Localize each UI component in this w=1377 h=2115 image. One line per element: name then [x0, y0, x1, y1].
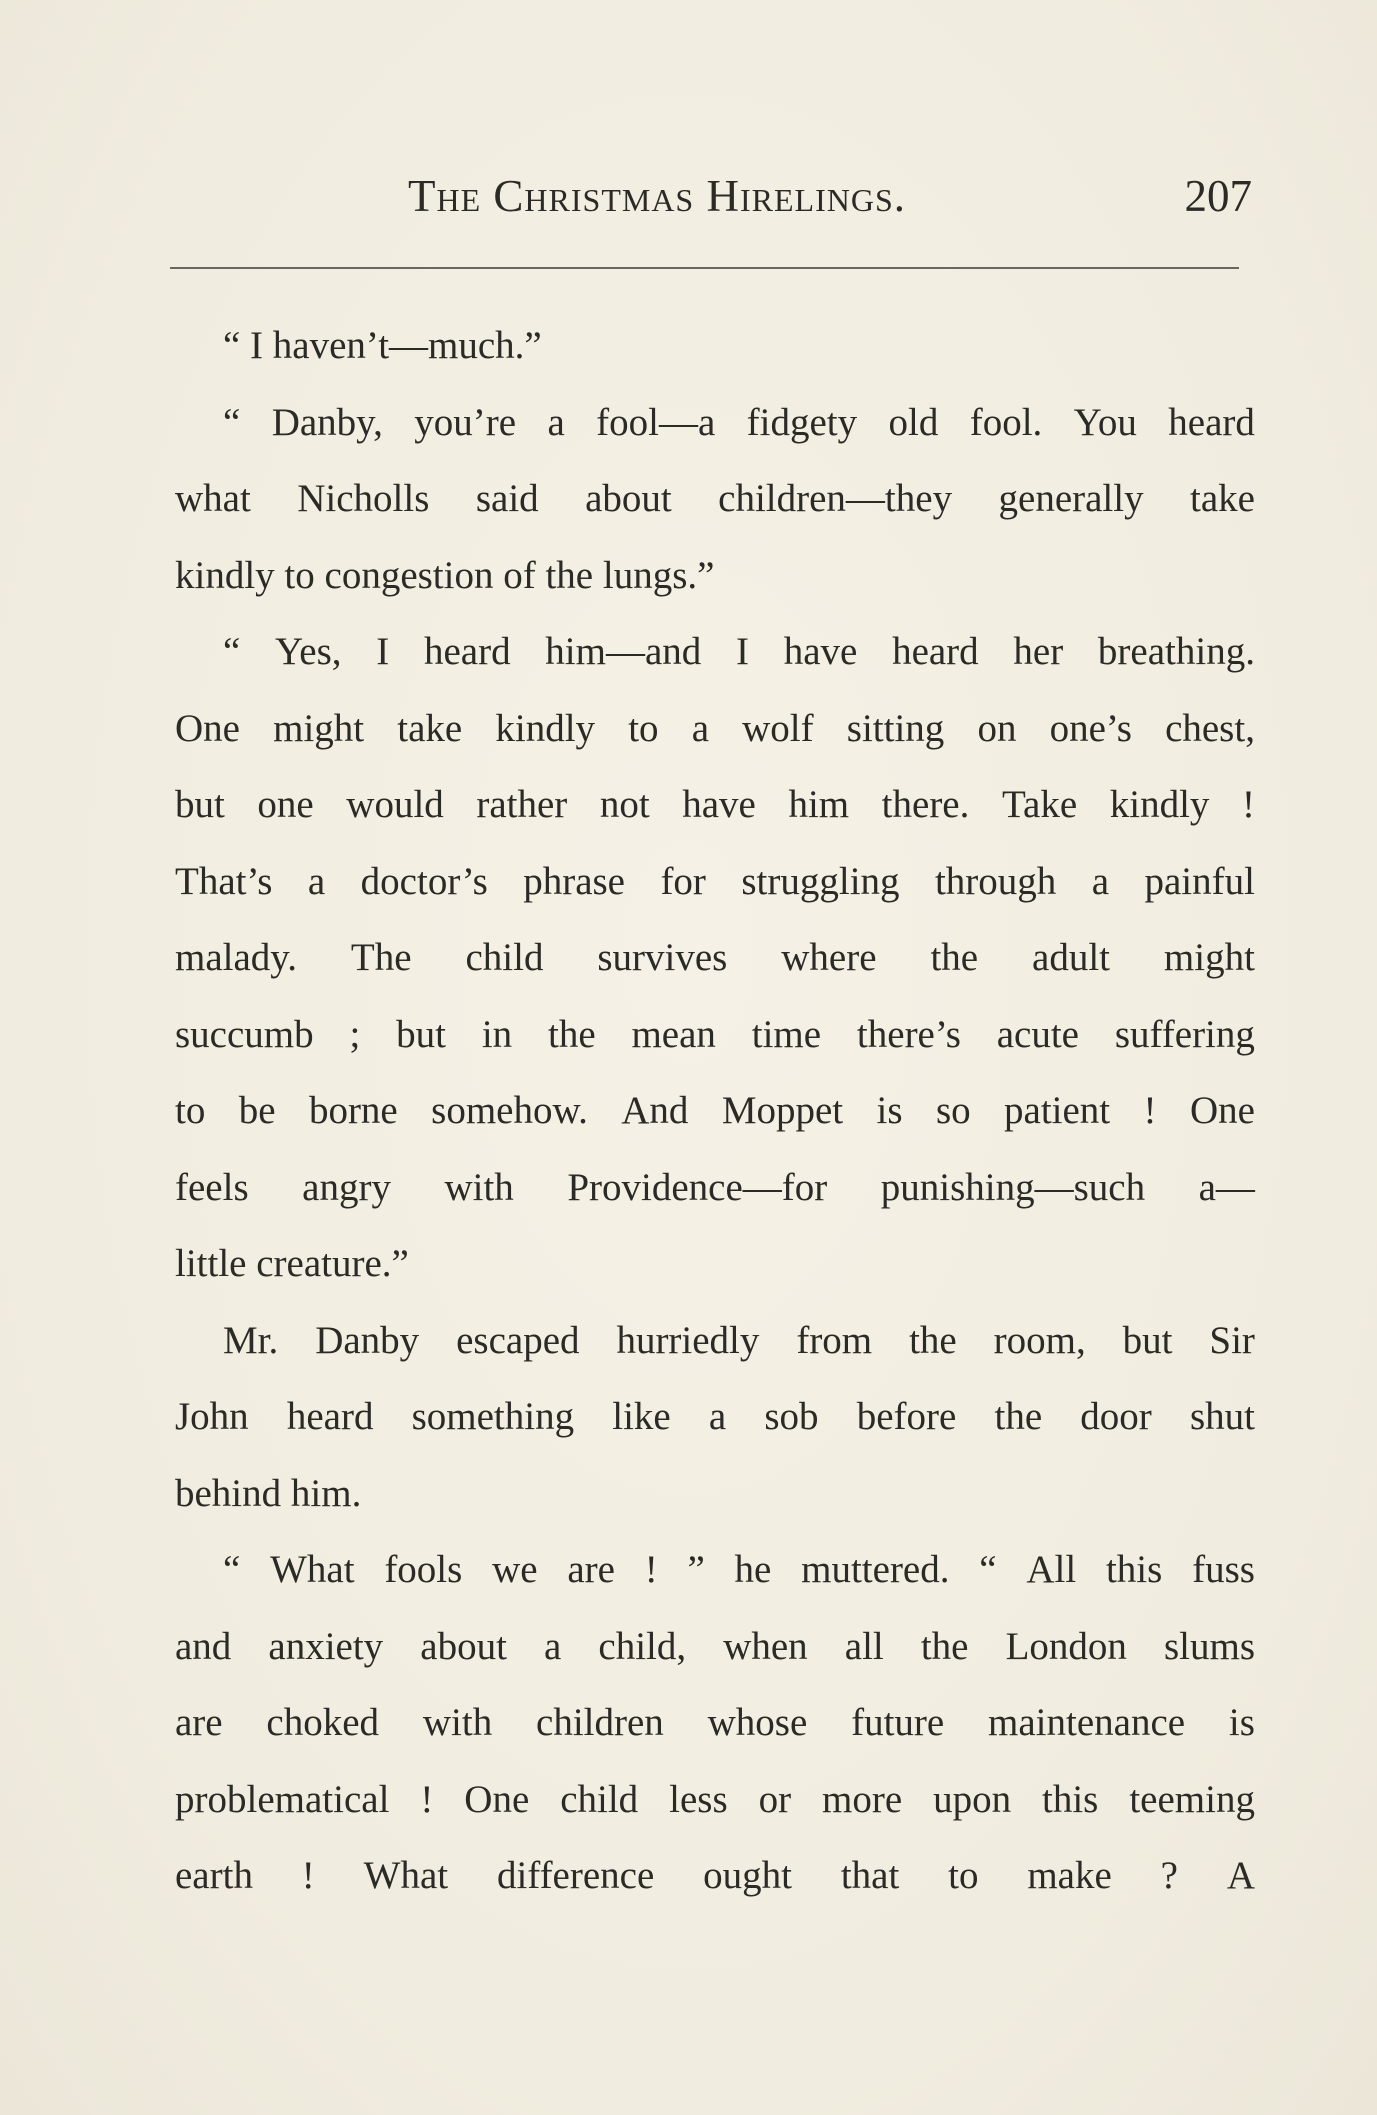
text-line: but one would rather not have him there. Take kindly !: [175, 783, 1255, 826]
text-line: “ What fools we are ! ” he muttered. “ All this fuss: [223, 1548, 1255, 1591]
text-line: malady. The child survives where the adult might: [175, 936, 1255, 979]
header-rule: [170, 267, 1239, 269]
text-line: “ Yes, I heard him—and I have heard her breathing.: [223, 630, 1255, 673]
text-line: earth ! What difference ought that to make ? A: [175, 1854, 1255, 1897]
page-header: [170, 170, 1252, 226]
text-line: “ I haven’t—much.”: [223, 324, 542, 367]
text-line: feels angry with Providence—for punishing—such a—: [175, 1165, 1255, 1209]
page-number: 207: [1184, 171, 1252, 221]
text-line: That’s a doctor’s phrase for struggling through a painful: [175, 859, 1255, 903]
text-line: and anxiety about a child, when all the London slums: [175, 1624, 1255, 1668]
text-line: what Nicholls said about children—they generally take: [175, 477, 1255, 520]
text-line: problematical ! One child less or more upon this teeming: [175, 1777, 1255, 1821]
text-line: John heard something like a sob before the door shut: [175, 1395, 1255, 1438]
body-text: [175, 308, 1255, 1915]
text-line: “ Danby, you’re a fool—a fidgety old fool. You heard: [223, 400, 1255, 444]
text-line: little creature.”: [175, 1242, 409, 1285]
text-line: One might take kindly to a wolf sitting on one’s chest,: [175, 706, 1255, 750]
text-line: succumb ; but in the mean time there’s acute suffering: [175, 1012, 1255, 1056]
text-line: are choked with children whose future maintenance is: [175, 1701, 1255, 1744]
text-line: kindly to congestion of the lungs.”: [175, 553, 715, 597]
text-line: to be borne somehow. And Moppet is so patient ! One: [175, 1089, 1255, 1132]
text-line: Mr. Danby escaped hurriedly from the room, but Sir: [223, 1318, 1255, 1362]
running-title: The Christmas Hirelings.: [408, 171, 906, 221]
text-line: behind him.: [175, 1471, 362, 1515]
